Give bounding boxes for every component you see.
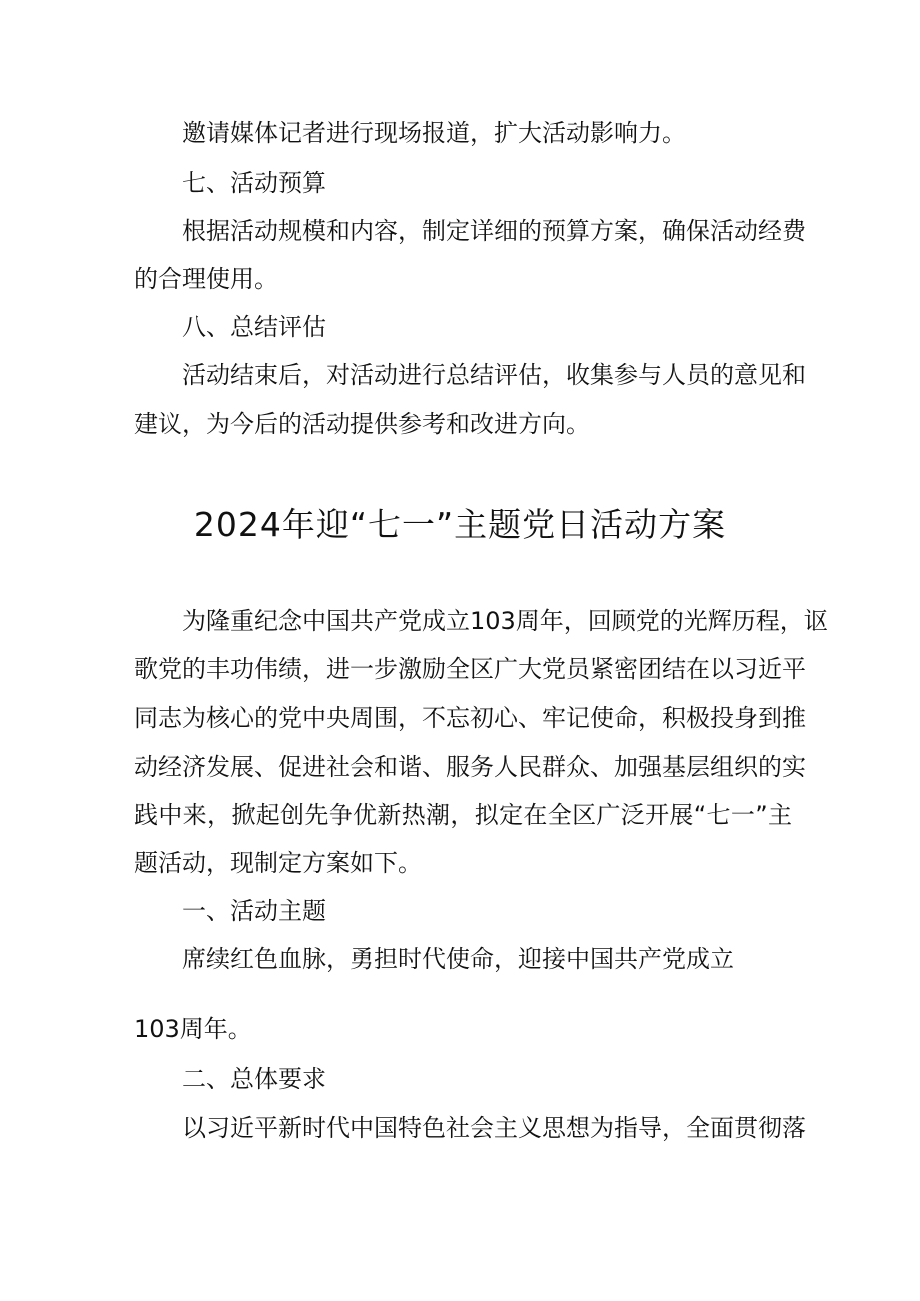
section-heading-theme: 一、活动主题 bbox=[182, 897, 326, 925]
paragraph-line: 的合理使用。 bbox=[134, 265, 278, 293]
paragraph-line: 席续红色血脉，勇担时代使命，迎接中国共产党成立 bbox=[182, 945, 734, 973]
intro-line: 动经济发展、促进社会和谐、服务人民群众、加强基层组织的实 bbox=[134, 753, 806, 781]
intro-line: 践中来，掀起创先争优新热潮，拟定在全区广泛开展“七一”主 bbox=[134, 801, 792, 829]
paragraph-line: 103周年。 bbox=[134, 1015, 252, 1043]
intro-line: 题活动，现制定方案如下。 bbox=[134, 849, 422, 877]
section-heading-evaluation: 八、总结评估 bbox=[182, 313, 326, 341]
paragraph-line: 建议，为今后的活动提供参考和改进方向。 bbox=[134, 410, 590, 438]
intro-line: 同志为核心的党中央周围，不忘初心、牢记使命，积极投身到推 bbox=[134, 704, 806, 732]
paragraph-line: 以习近平新时代中国特色社会主义思想为指导，全面贯彻落 bbox=[182, 1114, 806, 1142]
paragraph-line: 活动结束后，对活动进行总结评估，收集参与人员的意见和 bbox=[182, 361, 806, 389]
intro-line: 歌党的丰功伟绩，进一步激励全区广大党员紧密团结在以习近平 bbox=[134, 655, 806, 683]
section-heading-requirements: 二、总体要求 bbox=[182, 1065, 326, 1093]
paragraph-line: 根据活动规模和内容，制定详细的预算方案，确保活动经费 bbox=[182, 217, 806, 245]
section-heading-budget: 七、活动预算 bbox=[182, 169, 326, 197]
document-title: 2024年迎“七一”主题党日活动方案 bbox=[193, 505, 727, 544]
intro-line: 为隆重纪念中国共产党成立103周年，回顾党的光辉历程，讴 bbox=[182, 607, 828, 635]
paragraph-line: 邀请媒体记者进行现场报道，扩大活动影响力。 bbox=[182, 119, 686, 147]
